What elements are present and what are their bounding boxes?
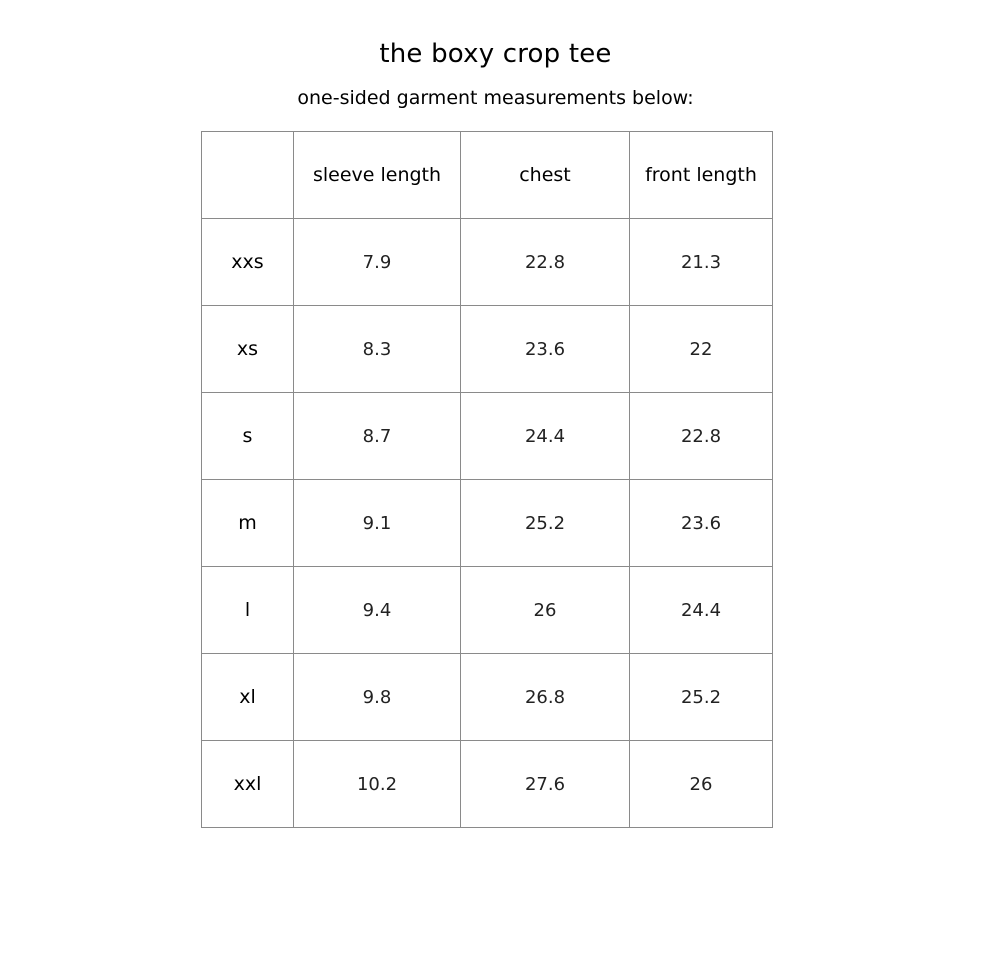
size-chart-table xyxy=(201,131,773,828)
size-label: xs xyxy=(202,306,294,393)
sleeve-length-value: 9.1 xyxy=(294,480,461,567)
table-row xyxy=(202,480,773,567)
header-row xyxy=(202,132,773,219)
front-length-value: 22.8 xyxy=(630,393,773,480)
sleeve-length-value: 8.3 xyxy=(294,306,461,393)
size-label: s xyxy=(202,393,294,480)
chest-value: 24.4 xyxy=(461,393,630,480)
chest-value: 26.8 xyxy=(461,654,630,741)
header-front-length: front length xyxy=(630,132,773,219)
page-subtitle: one-sided garment measurements below: xyxy=(297,87,694,109)
size-label: xxs xyxy=(202,219,294,306)
sleeve-length-value: 8.7 xyxy=(294,393,461,480)
front-length-value: 26 xyxy=(630,741,773,828)
size-label: xxl xyxy=(202,741,294,828)
sleeve-length-value: 9.8 xyxy=(294,654,461,741)
page-title: the boxy crop tee xyxy=(379,39,612,69)
chest-value: 22.8 xyxy=(461,219,630,306)
size-label: m xyxy=(202,480,294,567)
front-length-value: 24.4 xyxy=(630,567,773,654)
table-row xyxy=(202,219,773,306)
chest-value: 25.2 xyxy=(461,480,630,567)
table-row xyxy=(202,567,773,654)
chest-value: 26 xyxy=(461,567,630,654)
chest-value: 27.6 xyxy=(461,741,630,828)
table-row xyxy=(202,306,773,393)
front-length-value: 21.3 xyxy=(630,219,773,306)
header-sleeve-length: sleeve length xyxy=(294,132,461,219)
table-row xyxy=(202,654,773,741)
sleeve-length-value: 7.9 xyxy=(294,219,461,306)
size-label: l xyxy=(202,567,294,654)
header-chest: chest xyxy=(461,132,630,219)
front-length-value: 23.6 xyxy=(630,480,773,567)
front-length-value: 22 xyxy=(630,306,773,393)
sleeve-length-value: 10.2 xyxy=(294,741,461,828)
chest-value: 23.6 xyxy=(461,306,630,393)
table-row xyxy=(202,741,773,828)
sleeve-length-value: 9.4 xyxy=(294,567,461,654)
table-row xyxy=(202,393,773,480)
corner-cell xyxy=(202,132,294,219)
size-label: xl xyxy=(202,654,294,741)
front-length-value: 25.2 xyxy=(630,654,773,741)
